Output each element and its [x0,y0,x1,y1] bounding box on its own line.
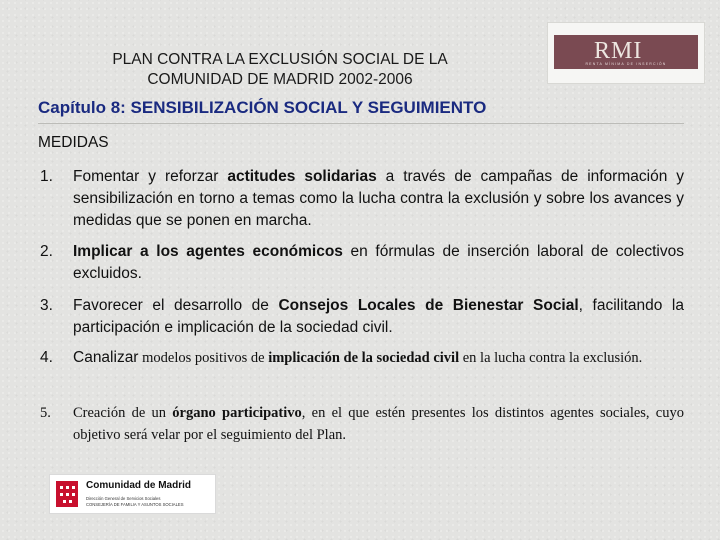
measure-text [73,295,684,339]
measure-text-pre: modelos positivos de [138,350,269,366]
section-label: MEDIDAS [38,134,109,151]
measure-text-post: en fórmulas de inserción laboral de colectivos excluidos. [73,243,684,282]
rmi-logo-wordmark: RMI [594,38,643,64]
measure-number: 5. [40,405,51,421]
measure-text-post: , en el que estén presentes los distintos agentes sociales, cuyo objetivo será velar por el seguimiento del Plan. [73,405,684,443]
measure-text [73,347,684,369]
plan-title-line-2: COMUNIDAD DE MADRID 2002-2006 [147,71,413,88]
measure-text [73,166,684,232]
measure-text [73,402,684,446]
rmi-logo-subtitle: RENTA MÍNIMA DE INSERCIÓN [585,62,667,66]
measure-number: 4. [40,349,53,366]
rmi-logo-band [554,35,698,69]
measure-text-post: en la lucha contra la exclusión. [459,350,643,366]
measure-item-1 [38,166,684,232]
measure-item-4 [38,347,684,369]
measure-item-3 [38,295,684,339]
comunidad-madrid-department: Dirección General de Servicios Sociales [86,496,161,501]
measure-text-pre: Favorecer el desarrollo de [73,297,279,314]
comunidad-madrid-ministry: CONSEJERÍA DE FAMILIA Y ASUNTOS SOCIALES [86,502,184,507]
plan-title-line-1: PLAN CONTRA LA EXCLUSIÓN SOCIAL DE LA [112,51,448,68]
measure-text-bold: órgano participativo [172,405,302,421]
measure-text-bold: actitudes solidarias [227,168,377,185]
madrid-flag-icon [56,481,78,507]
measure-text-pre: Fomentar y reforzar [73,168,228,185]
measure-number: 1. [40,168,53,185]
measure-text [73,241,684,285]
measure-text-post: , facilitando la participación e implicación de la sociedad civil. [73,297,684,336]
plan-title [60,50,500,90]
divider [38,123,684,124]
comunidad-madrid-logo [49,474,216,514]
measure-item-2 [38,241,684,285]
measure-text-bold: Consejos Locales de Bienestar Social [278,297,579,314]
measure-text-pre-sans: Canalizar [73,349,139,366]
measure-number: 2. [40,243,53,260]
comunidad-madrid-name: Comunidad de Madrid [86,480,191,491]
measure-text-bold: Implicar a los agentes económicos [73,243,343,260]
measure-text-post: a través de campañas de información y sensibilización en torno a temas como la lucha contra la exclusión y sobre los avances y medidas que se ponen en marcha. [73,168,685,229]
measure-item-5 [38,402,684,446]
measure-number: 3. [40,297,53,314]
measure-text-bold: implicación de la sociedad civil [268,350,460,366]
measure-text-pre: Creación de un [73,405,173,421]
rmi-logo [547,22,705,84]
chapter-heading: Capítulo 8: SENSIBILIZACIÓN SOCIAL Y SEGUIMIENTO [38,98,487,117]
